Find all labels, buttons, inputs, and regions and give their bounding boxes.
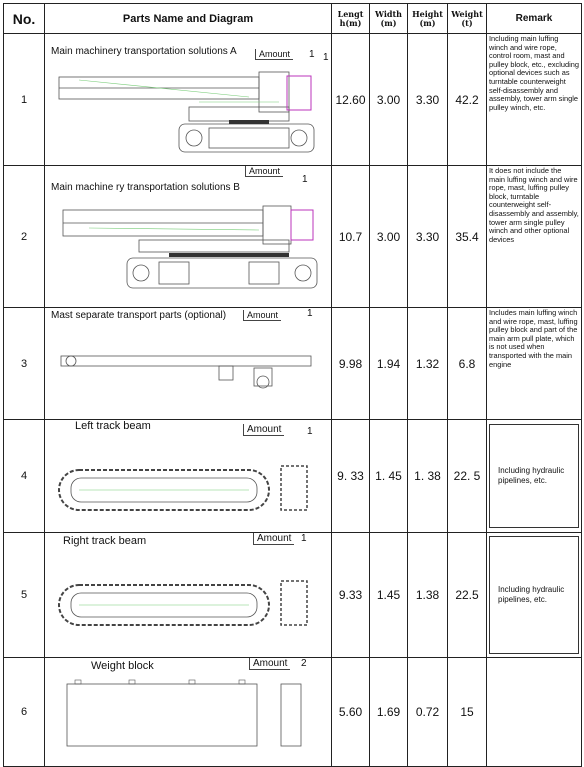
amount-label: Amount: [249, 658, 290, 670]
header-remark: Remark: [487, 4, 582, 34]
weight-value: 35.4: [448, 166, 487, 308]
width-value: 3.00: [370, 166, 408, 308]
mast-diagram: [49, 338, 329, 408]
amount-label: Amount: [245, 166, 283, 177]
length-value: 9. 33: [332, 420, 370, 533]
height-value: 3.30: [408, 34, 448, 166]
height-value: 1.38: [408, 533, 448, 658]
extra-mark: 1: [323, 52, 329, 63]
table-row: [4, 34, 582, 166]
amount-value: 1: [307, 426, 313, 437]
machinery-b-diagram: [49, 198, 329, 303]
table-row: [4, 533, 582, 658]
height-value: 1. 38: [408, 420, 448, 533]
header-height: Height (m): [408, 4, 448, 34]
width-value: 3.00: [370, 34, 408, 166]
width-value: 1.69: [370, 658, 408, 767]
row-no: 4: [4, 420, 45, 533]
amount-label: Amount: [243, 424, 284, 436]
row-no: 5: [4, 533, 45, 658]
table-row: [4, 166, 582, 308]
header-row: [4, 4, 582, 34]
header-weight: Weight (t): [448, 4, 487, 34]
width-value: 1.94: [370, 308, 408, 420]
part-title: Mast separate transport parts (optional): [51, 310, 227, 321]
height-value: 1.32: [408, 308, 448, 420]
parts-cell: [45, 34, 332, 166]
remark-text: Includes main luffing winch and wire rope, mast, luffing pulley block and part of the main arm pull plate, which is not used when transported with the main engine: [487, 308, 582, 420]
part-title: Main machine ry transportation solutions B: [51, 182, 240, 193]
remark-text: Including main luffing winch and wire rope, control room, mast and pulley block, etc., excluding optional devices such as turntable counterweight self-disassembly and assembly, tower arm single pulley winch, etc.: [487, 34, 582, 166]
row-no: 2: [4, 166, 45, 308]
right-track-diagram: [49, 563, 329, 643]
table-row: [4, 420, 582, 533]
amount-value: 1: [302, 174, 308, 185]
parts-cell: [45, 420, 332, 533]
remark-text: [487, 658, 582, 767]
length-value: 9.33: [332, 533, 370, 658]
amount-label: Amount: [243, 310, 281, 321]
amount-label: Amount: [253, 533, 294, 545]
header-no: No.: [4, 4, 45, 34]
parts-cell: [45, 308, 332, 420]
amount-label: Amount: [255, 49, 293, 60]
length-value: 5.60: [332, 658, 370, 767]
width-value: 1. 45: [370, 420, 408, 533]
amount-value: 2: [301, 658, 307, 669]
amount-value: 1: [301, 533, 307, 544]
weight-value: 6.8: [448, 308, 487, 420]
remark-cell: [487, 533, 582, 658]
header-parts: Parts Name and Diagram: [45, 4, 332, 34]
remark-text: It does not include the main luffing winch and wire rope, mast, luffing pulley block, turntable counterweight self-disassembly and assembly, tower arm single pulley winch and other optional devices: [487, 166, 582, 308]
transport-parts-table: [3, 3, 582, 767]
part-title: Main machinery transportation solutions A: [51, 46, 237, 57]
row-no: 1: [4, 34, 45, 166]
length-value: 12.60: [332, 34, 370, 166]
row-no: 3: [4, 308, 45, 420]
table-row: [4, 308, 582, 420]
row-no: 6: [4, 658, 45, 767]
weight-value: 22. 5: [448, 420, 487, 533]
machinery-a-diagram: [49, 62, 329, 162]
amount-value: 1: [309, 49, 315, 60]
weight-value: 42.2: [448, 34, 487, 166]
remark-cell: [487, 420, 582, 533]
header-width: Width (m): [370, 4, 408, 34]
header-length: Lengt h(m): [332, 4, 370, 34]
part-title: Left track beam: [75, 420, 151, 432]
parts-cell: [45, 658, 332, 767]
part-title: Right track beam: [63, 535, 147, 547]
length-value: 10.7: [332, 166, 370, 308]
table-row: [4, 658, 582, 767]
parts-cell: [45, 533, 332, 658]
height-value: 3.30: [408, 166, 448, 308]
parts-cell: [45, 166, 332, 308]
left-track-diagram: [49, 448, 329, 528]
length-value: 9.98: [332, 308, 370, 420]
height-value: 0.72: [408, 658, 448, 767]
weight-value: 15: [448, 658, 487, 767]
width-value: 1.45: [370, 533, 408, 658]
part-title: Weight block: [91, 660, 154, 672]
remark-text: Including hydraulic pipelines, etc.: [489, 536, 579, 654]
weight-value: 22.5: [448, 533, 487, 658]
amount-value: 1: [307, 308, 313, 319]
remark-text: Including hydraulic pipelines, etc.: [489, 424, 579, 528]
weight-block-diagram: [49, 676, 329, 756]
